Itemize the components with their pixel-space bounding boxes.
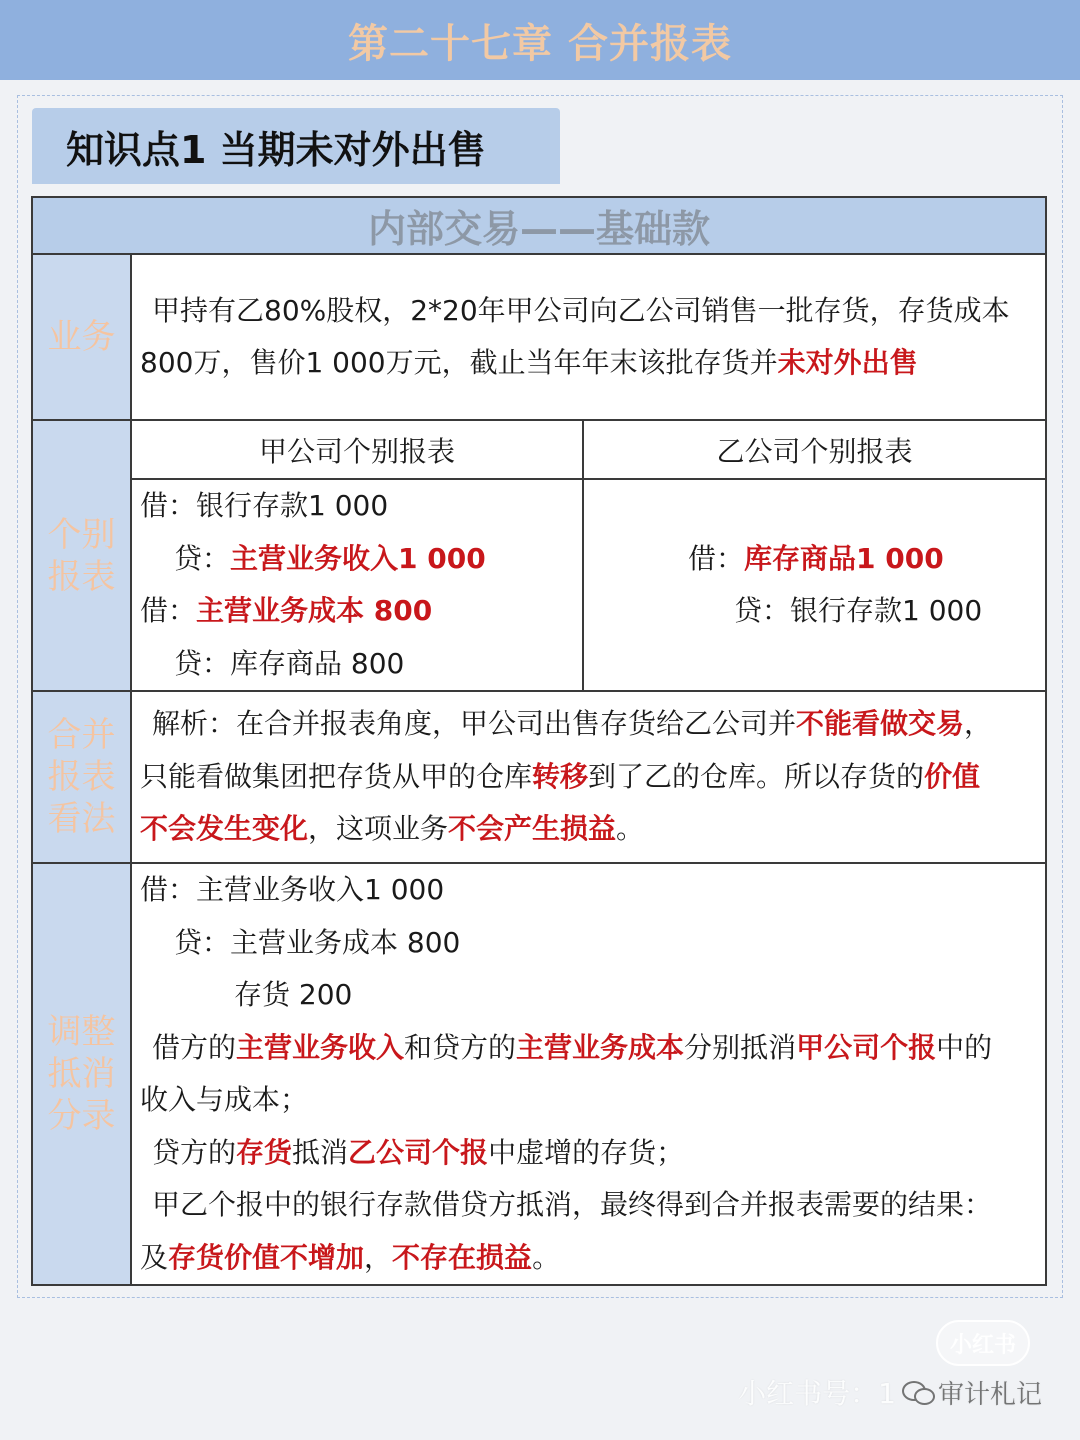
view-line-2: 只能看做集团把存货从甲的仓库转移到了乙的仓库。所以存货的价值 (140, 759, 981, 793)
business-label-cell (32, 254, 131, 420)
individual-row (32, 420, 1046, 691)
adjust-note-1b: 收入与成本； (140, 1083, 309, 1116)
adjust-entry-3: 存货 200 (234, 978, 353, 1011)
jia-entry-2: 贷：主营业务收入1 000 (174, 541, 486, 575)
xiaohongshu-logo-badge (936, 1320, 1030, 1366)
view-line-1: 解析：在合并报表角度，甲公司出售存货给乙公司并不能看做交易， (152, 707, 993, 741)
yi-entry-1: 借：库存商品1 000 (688, 541, 944, 575)
jia-entries (132, 479, 583, 690)
yi-entry-2: 贷：银行存款1 000 (734, 594, 983, 627)
watermark-account: 小红书号：1 (738, 1377, 896, 1410)
chapter-title: 第二十七章 合并报表 (348, 20, 732, 67)
business-label: 业务 (47, 317, 116, 357)
business-line-2: 800万，售价1 000万元，截止当年年末该批存货并未对外出售 (140, 346, 918, 379)
business-row (32, 254, 1046, 420)
jia-entry-1: 借：银行存款1 000 (140, 489, 389, 522)
watermark-wechat (902, 1374, 1042, 1411)
adjust-note-1: 借方的主营业务收入和贷方的主营业务成本分别抵消甲公司个报中的 (152, 1030, 993, 1064)
view-label-cell (32, 691, 131, 863)
adjust-content (131, 863, 1046, 1285)
jia-entry-3: 借：主营业务成本 800 (140, 594, 433, 627)
business-content (131, 254, 1046, 420)
individual-label: 个别报表 (47, 514, 116, 597)
watermark-wechat-name: 审计札记 (937, 1379, 1042, 1410)
adjust-note-2: 贷方的存货抵消乙公司个报中虚增的存货； (152, 1135, 685, 1169)
section-title: 知识点1 当期未对外出售 (66, 127, 486, 172)
adjust-entry-1: 借：主营业务收入1 000 (140, 873, 445, 906)
table-title: 内部交易——基础款 (32, 197, 1046, 254)
wechat-icon (902, 1379, 934, 1405)
adjust-entry-2: 贷：主营业务成本 800 (174, 925, 461, 959)
logo-badge-text: 小红书 (949, 1332, 1016, 1358)
yi-entries (583, 479, 1045, 690)
jia-entry-4: 贷：库存商品 800 (174, 646, 405, 680)
view-row (32, 691, 1046, 863)
adjust-note-4: 及存货价值不增加，不存在损益。 (140, 1240, 561, 1274)
view-content (131, 691, 1046, 863)
view-label: 合并报表看法 (47, 715, 116, 839)
knowledge-table (31, 196, 1047, 1286)
watermark (738, 1372, 1042, 1412)
section-tab (32, 108, 560, 184)
jia-header: 甲公司个别报表 (132, 421, 583, 479)
business-highlight: 未对外出售 (777, 346, 918, 379)
individual-label-cell (32, 420, 131, 691)
view-line-3: 不会发生变化，这项业务不会产生损益。 (140, 812, 645, 846)
adjust-label: 调整抵消分录 (47, 1012, 116, 1136)
chapter-banner (0, 0, 1080, 80)
individual-inner-table (132, 421, 1045, 690)
adjust-row (32, 863, 1046, 1285)
adjust-note-3: 甲乙个报中的银行存款借贷方抵消，最终得到合并报表需要的结果： (152, 1188, 993, 1221)
adjust-label-cell (32, 863, 131, 1285)
individual-content (131, 420, 1046, 691)
yi-header: 乙公司个别报表 (583, 421, 1045, 479)
business-line-1: 甲持有乙80%股权，2*20年甲公司向乙公司销售一批存货，存货成本 (152, 293, 1010, 327)
